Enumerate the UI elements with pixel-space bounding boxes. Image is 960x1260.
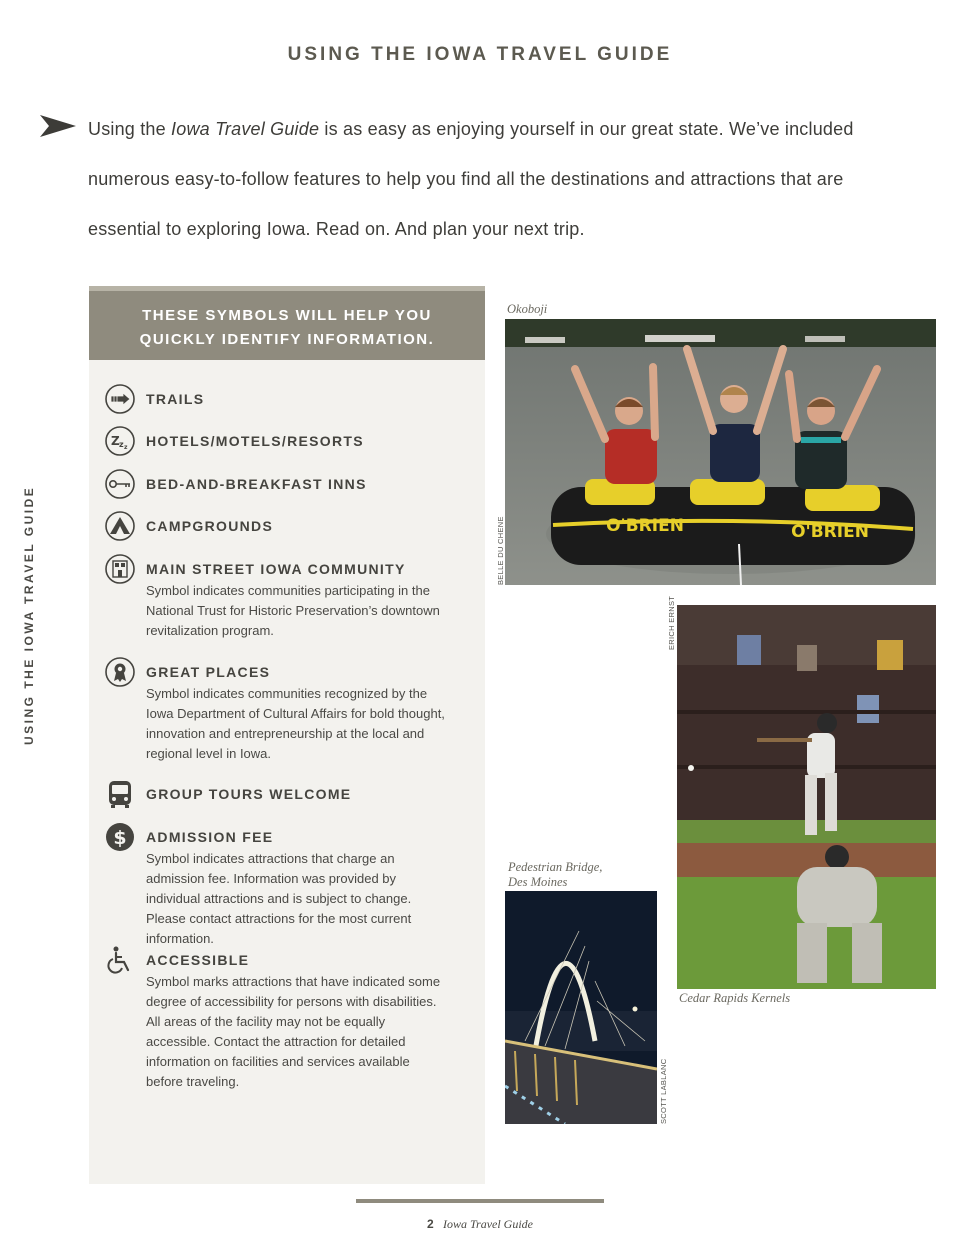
key-icon <box>105 469 135 499</box>
footer-rule <box>356 1199 604 1203</box>
bus-icon <box>105 779 135 809</box>
intro-lead: Using the <box>88 119 166 139</box>
side-title: USING THE IOWA TRAVEL GUIDE <box>22 485 36 745</box>
zzz-icon <box>105 426 135 456</box>
symbol-name: MAIN STREET IOWA COMMUNITY <box>146 561 406 577</box>
symbol-name: GROUP TOURS WELCOME <box>146 786 352 802</box>
symbols-panel-heading <box>89 286 485 360</box>
dollar-icon <box>105 822 135 852</box>
intro-rest: is as easy as enjoying yourself in our great state. We’ve included numerous easy-to-follow features to help you find all the destinations and attractions that are essential to exploring Iowa. Read on. And plan your next trip. <box>88 119 854 239</box>
tube-brand-right: O'BRIEN <box>791 522 869 542</box>
wheelchair-icon <box>105 945 135 975</box>
okoboji-credit: BELLE DU CHENE <box>496 516 505 585</box>
page-number: 2 <box>426 1217 434 1231</box>
symbols-panel <box>89 286 485 1184</box>
page-footer <box>0 1217 960 1232</box>
svg-text:z: z <box>119 440 124 449</box>
tent-icon <box>105 511 135 541</box>
symbol-name: BED-AND-BREAKFAST INNS <box>146 476 367 492</box>
heading-line-2: QUICKLY IDENTIFY INFORMATION. <box>139 331 435 348</box>
bridge-caption-line-2: Des Moines <box>508 875 568 889</box>
bridge-caption-line-1: Pedestrian Bridge, <box>508 860 603 874</box>
svg-text:z: z <box>124 444 128 451</box>
okoboji-photo <box>505 319 936 585</box>
symbol-description: Symbol indicates communities recognized by the Iowa Department of Cultural Affairs for bold thought, innovation and entrepreneurship at the local and regional level in Iowa. <box>146 686 445 761</box>
svg-text:Z: Z <box>111 434 120 448</box>
symbol-name: GREAT PLACES <box>146 664 271 680</box>
symbol-name: TRAILS <box>146 391 205 407</box>
trails-arrow-icon <box>105 384 135 414</box>
symbol-description: Symbol marks attractions that have indicated some degree of accessibility for persons with disabilities. All areas of the facility may not be equally accessible. Contact the attraction for detailed information on facilities and services available before traveling. <box>146 974 441 1089</box>
svg-text:$: $ <box>113 827 127 849</box>
page-title: USING THE IOWA TRAVEL GUIDE <box>287 44 673 65</box>
symbol-name: CAMPGROUNDS <box>146 518 274 534</box>
symbol-name: HOTELS/MOTELS/RESORTS <box>146 433 364 449</box>
heading-line-1: THESE SYMBOLS WILL HELP YOU <box>142 307 432 324</box>
bridge-caption <box>508 860 602 890</box>
symbol-description: Symbol indicates communities participating in the National Trust for Historic Preservation’s downtown revitalization program. <box>146 583 440 638</box>
symbol-name: ACCESSIBLE <box>146 952 250 968</box>
storefront-icon <box>105 554 135 584</box>
intro-paragraph <box>88 104 868 254</box>
tube-brand-left: O'BRIEN <box>606 516 684 536</box>
bridge-photo <box>505 891 657 1124</box>
symbol-description: Symbol indicates attractions that charge an admission fee. Information was provided by individual attractions and is subject to change. Please contact attractions for the most current information. <box>146 851 412 946</box>
award-ribbon-icon <box>105 657 135 687</box>
baseball-photo <box>677 605 936 989</box>
bridge-credit: SCOTT LABLANC <box>659 1058 668 1124</box>
symbol-name: ADMISSION FEE <box>146 829 274 845</box>
baseball-caption: Cedar Rapids Kernels <box>679 991 791 1005</box>
arrow-bullet-icon <box>40 115 76 137</box>
okoboji-caption: Okoboji <box>507 302 548 316</box>
intro-guide-name: Iowa Travel Guide <box>171 119 320 139</box>
baseball-credit: ERICH ERNST <box>667 595 676 650</box>
footer-guide-name: Iowa Travel Guide <box>443 1217 534 1231</box>
